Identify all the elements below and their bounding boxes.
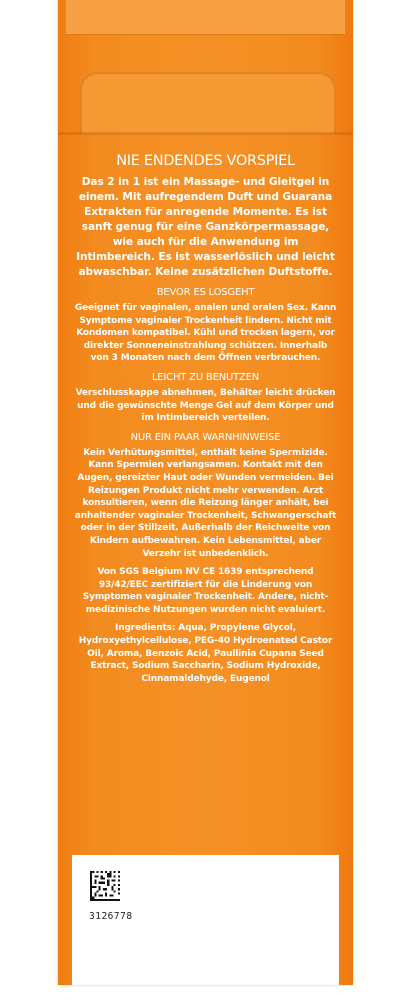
intro-highlight-gel: Massage- und Gleitgel <box>183 176 315 188</box>
section-text: Kein Verhütungsmittel, enthält keine Spermizide. Kann Spermien verlangsamen. Kontakt mit den Augen, gereizter Haut oder Wunden vermeiden. Bei Reizungen Produkt nicht mehr verwenden. Arzt konsultieren, wenn die Reizung länger anhält, bei anhaltender vaginaler Trockenheit, Schwangerschaft oder in der Stillzeit. Außerhalb der Reichweite von Kindern aufbewahren. Kein Lebensmittel, aber Verzehr ist unbedenklich. <box>74 447 337 559</box>
section-text: Geeignet für vaginalen, analen und oralen Sex. Kann Symptome vaginaler Trockenheit lindern. Nicht mit Kondomen kompatibel. Kühl und trocken lagern, vor direkter Sonneneinstrahlung schützen. Innerhalb von 3 Monaten nach dem Öffnen verbrauchen. <box>74 303 337 364</box>
white-label-area <box>72 855 339 985</box>
intro-part3: in einem. Mit aufregendem Duft und Guarana Extrakten für anregende Momente. Es ist sanft genug für eine Ganzkörpermassage, wie auch für die Anwendung im Intimbereich. Es ist wasserlöslich und leicht abwaschbar. Keine zusätzlichen Duftstoffe. <box>76 176 335 278</box>
datamatrix-barcode-icon <box>90 871 120 901</box>
section-heading: LEICHT ZU BENUTZEN <box>151 371 260 383</box>
orange-back-panel <box>58 0 353 985</box>
intro-highlight-2in1: 2 in 1 <box>107 176 140 188</box>
panel-text <box>74 152 337 691</box>
certification-text: Von SGS Belgium NV CE 1639 entsprechend 93/42/EEC zertifiziert für die Linderung von Symptomen vaginaler Trockenheit. Andere, nicht-medizinische Nutzungen wurden nicht evaluiert. <box>82 567 329 615</box>
product-code: 3126778 <box>89 911 133 922</box>
fold-line <box>58 132 353 135</box>
intro-part2: ist ein <box>139 176 184 188</box>
panel-title: NIE ENDENDES VORSPIEL <box>116 153 295 169</box>
section-heading: BEVOR ES LOSGEHT <box>156 287 255 298</box>
tuck-tab <box>80 72 336 134</box>
ingredients-text: Ingredients: Aqua, Propylene Glycol, Hydroxyethylcellulose, PEG-40 Hydroenated Castor Oil, Aroma, Benzoic Acid, Paullinia Cupana Seed Extract, Sodium Saccharin, Sodium Hydroxide, Cinnamaldehyde, Eugenol <box>78 623 333 684</box>
section-heading: NUR EIN PAAR WARNHINWEISE <box>130 431 281 443</box>
section-text: Verschlusskappe abnehmen, Behälter leicht drücken und die gewünschte Menge Gel auf dem Körper und im Intimbereich verteilen. <box>75 387 336 424</box>
top-flap <box>66 0 345 35</box>
intro-part1: Das <box>81 176 108 188</box>
intro-paragraph <box>74 175 337 280</box>
